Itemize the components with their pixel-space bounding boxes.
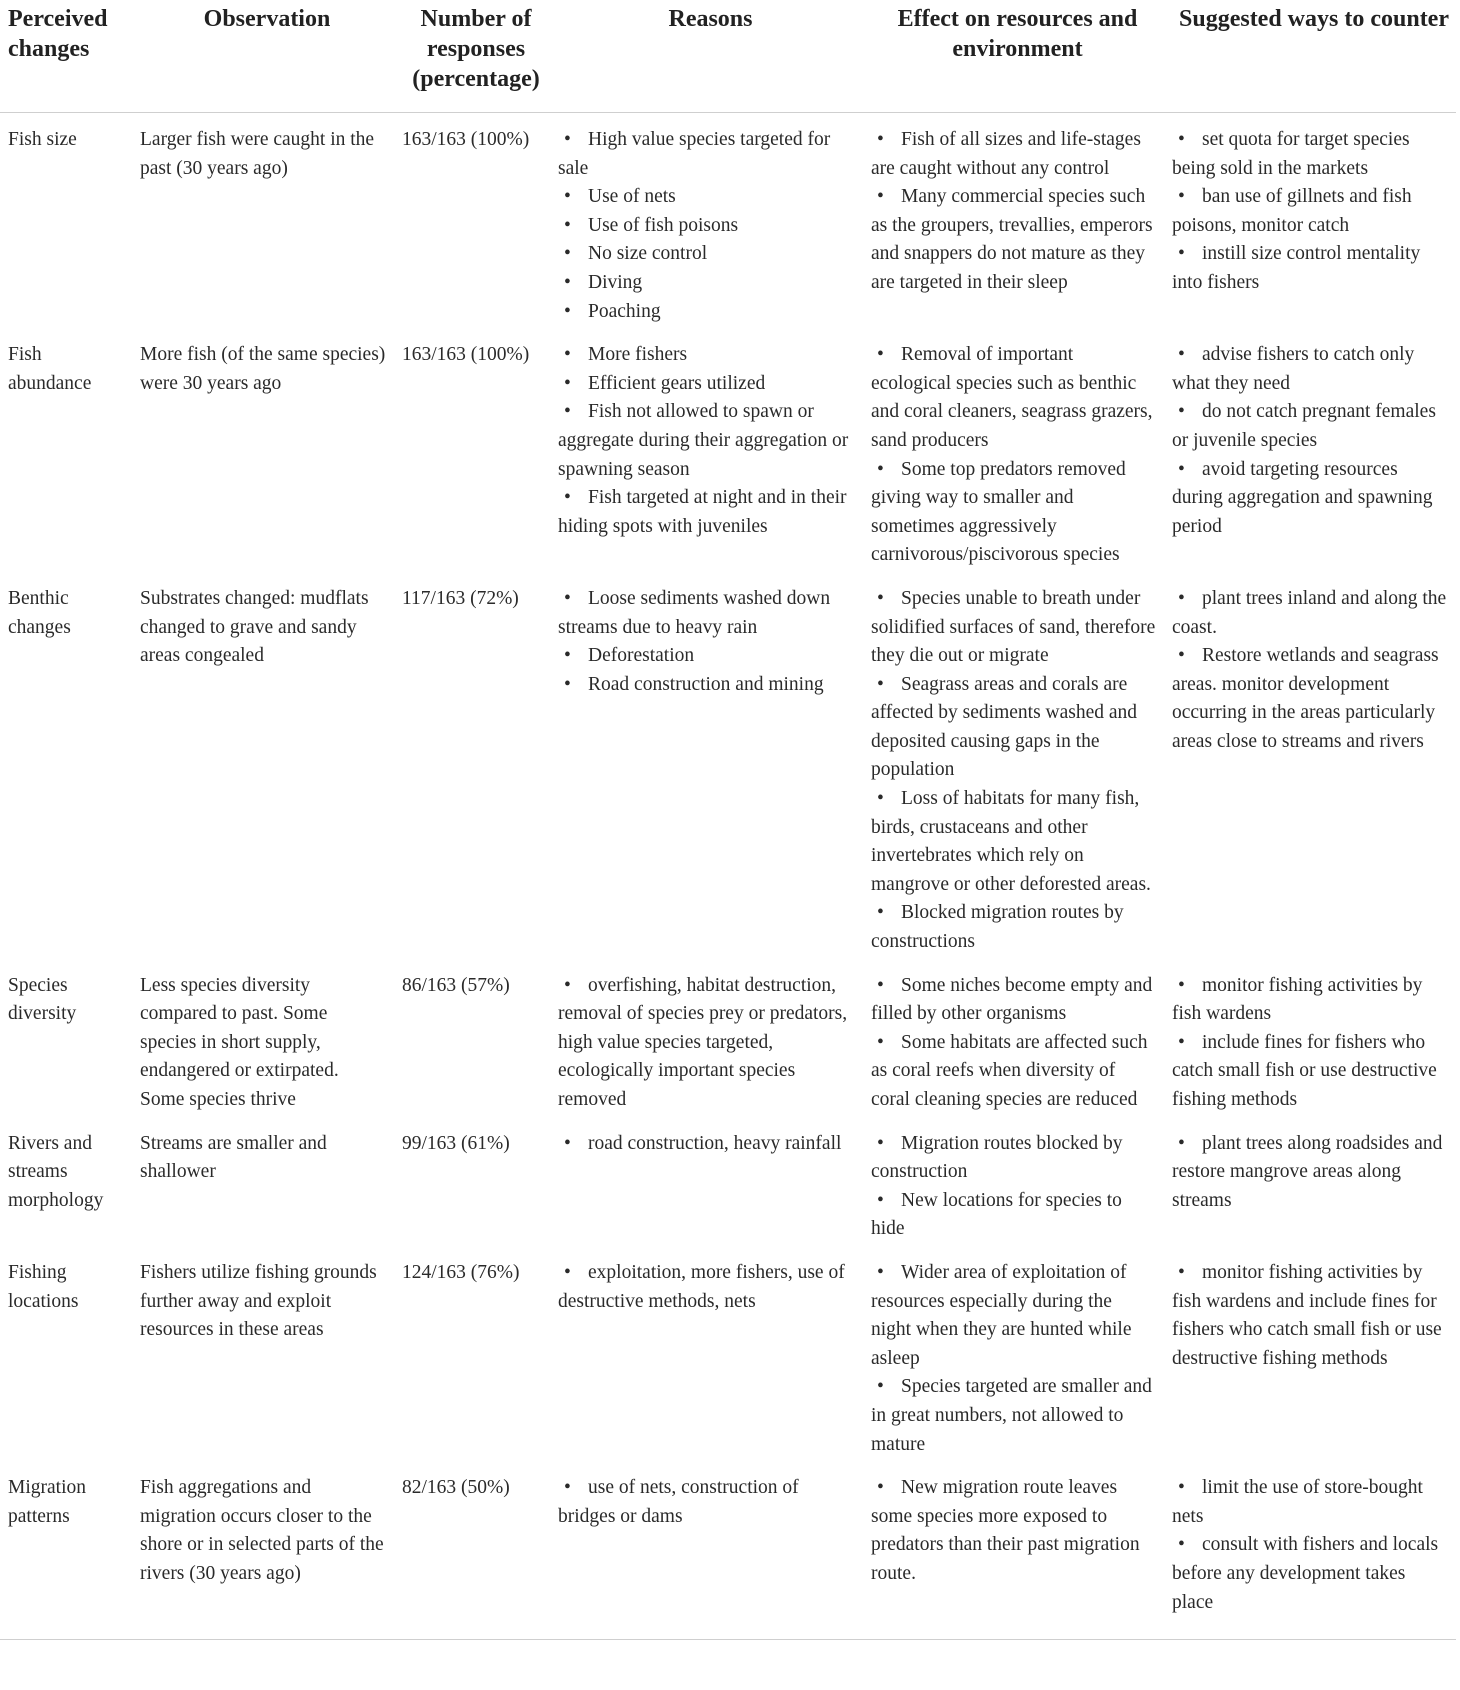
cell-responses: 86/163 (57%) bbox=[402, 974, 510, 996]
bullet-icon: • bbox=[564, 974, 571, 996]
bullet-item bbox=[558, 1474, 855, 1531]
bullet-text: Poaching bbox=[588, 300, 661, 322]
bullet-icon: • bbox=[877, 1261, 884, 1283]
bullet-icon: • bbox=[564, 587, 571, 609]
cell-effects bbox=[863, 1461, 1164, 1639]
cell-reasons bbox=[550, 1246, 863, 1461]
bullet-text: Diving bbox=[588, 271, 643, 293]
bullet-text: No size control bbox=[588, 243, 708, 265]
bullet-icon: • bbox=[564, 129, 571, 150]
bullet-text: Fish targeted at night and in their hiding spots with juveniles bbox=[558, 487, 847, 537]
bullet-icon: • bbox=[564, 673, 571, 695]
bullet-text: Some niches become empty and filled by other organisms bbox=[871, 974, 1153, 1025]
bullet-item bbox=[1172, 1531, 1448, 1617]
cell-responses: 82/163 (50%) bbox=[402, 1477, 510, 1499]
bullet-icon: • bbox=[1178, 186, 1185, 208]
header-suggested-ways: Suggested ways to counter bbox=[1179, 6, 1449, 32]
bullet-text: instill size control mentality into fishers bbox=[1172, 243, 1421, 293]
bullet-text: Road construction and mining bbox=[588, 673, 824, 695]
cell-perceived-change: Rivers and streams morphology bbox=[8, 1132, 104, 1211]
bullet-text: Use of fish poisons bbox=[588, 214, 739, 236]
cell-effects bbox=[863, 959, 1164, 1117]
cell-reasons bbox=[550, 113, 863, 329]
bullet-icon: • bbox=[564, 1261, 571, 1283]
bullet-text: Seagrass areas and corals are affected by sediments washed and deposited causing gaps in the population bbox=[871, 673, 1138, 781]
bullet-icon: • bbox=[564, 344, 571, 366]
bullet-text: road construction, heavy rainfall bbox=[588, 1132, 842, 1154]
bullet-text: Efficient gears utilized bbox=[588, 372, 766, 394]
bullet-item bbox=[1172, 126, 1448, 183]
bullet-text: include fines for fishers who catch small fish or use destructive fishing methods bbox=[1172, 1031, 1437, 1110]
cell-perceived-change: Fishing locations bbox=[8, 1261, 79, 1312]
bullet-icon: • bbox=[1178, 344, 1185, 366]
bullet-icon: • bbox=[1178, 1534, 1185, 1556]
bullet-item bbox=[558, 298, 855, 327]
bullet-icon: • bbox=[564, 401, 571, 423]
table-body bbox=[0, 113, 1456, 1640]
cell-reasons bbox=[550, 328, 863, 572]
cell-perceived-change: Benthic changes bbox=[8, 587, 71, 638]
cell-responses: 163/163 (100%) bbox=[402, 344, 530, 366]
bullet-item bbox=[1172, 642, 1448, 756]
bullet-icon: • bbox=[877, 1477, 884, 1499]
cell-observation: Less species diversity compared to past. Some species in short supply, endangered or extirpated. Some species thrive bbox=[140, 974, 339, 1110]
header-perceived-changes: Perceived changes bbox=[8, 6, 108, 62]
cell-effects bbox=[863, 1117, 1164, 1246]
cell-counters-list bbox=[1172, 126, 1448, 298]
bullet-icon: • bbox=[1178, 1132, 1185, 1154]
cell-reasons-list bbox=[558, 126, 855, 326]
bullet-text: avoid targeting resources during aggregation and spawning period bbox=[1172, 458, 1433, 537]
bullet-item bbox=[871, 899, 1156, 956]
cell-effects-list bbox=[871, 972, 1156, 1115]
cell-perceived-change: Fish abundance bbox=[8, 344, 92, 394]
bullet-item bbox=[871, 1029, 1156, 1115]
cell-counters-list bbox=[1172, 1474, 1448, 1617]
bullet-item bbox=[1172, 1130, 1448, 1216]
bullet-item bbox=[558, 240, 855, 269]
bullet-text: monitor fishing activities by fish wardens and include fines for fishers who catch small fish or use destructive fishing methods bbox=[1172, 1261, 1442, 1369]
bullet-item bbox=[871, 1474, 1156, 1588]
bullet-item bbox=[1172, 183, 1448, 240]
cell-counters bbox=[1164, 113, 1456, 329]
cell-observation: Fish aggregations and migration occurs closer to the shore or in selected parts of the rivers (30 years ago) bbox=[140, 1477, 384, 1584]
table-row bbox=[0, 572, 1456, 959]
bullet-text: Restore wetlands and seagrass areas. monitor development occurring in the areas particularly areas close to streams and rivers bbox=[1172, 645, 1439, 752]
bullet-text: Loss of habitats for many fish, birds, crustaceans and other invertebrates which rely on mangrove or other deforested areas. bbox=[871, 788, 1151, 895]
bullet-icon: • bbox=[564, 271, 571, 293]
cell-effects-list bbox=[871, 1259, 1156, 1459]
bullet-icon: • bbox=[564, 487, 571, 509]
bullet-text: Fish not allowed to spawn or aggregate during their aggregation or spawning season bbox=[558, 401, 849, 480]
bullet-text: Some top predators removed giving way to smaller and sometimes aggressively carnivorous/piscivorous species bbox=[871, 458, 1126, 566]
bullet-text: Migration routes blocked by construction bbox=[871, 1132, 1123, 1183]
bullet-icon: • bbox=[877, 1376, 884, 1398]
cell-reasons-list bbox=[558, 341, 855, 541]
cell-reasons-list bbox=[558, 972, 855, 1115]
header-row bbox=[0, 0, 1456, 113]
bullet-item bbox=[1172, 456, 1448, 542]
bullet-icon: • bbox=[877, 1132, 884, 1154]
cell-effects bbox=[863, 328, 1164, 572]
cell-counters-list bbox=[1172, 1130, 1448, 1216]
bullet-text: Loose sediments washed down streams due to heavy rain bbox=[558, 587, 831, 638]
bullet-item bbox=[871, 671, 1156, 785]
bullet-icon: • bbox=[1178, 1477, 1185, 1499]
bullet-item bbox=[1172, 398, 1448, 455]
bullet-text: Fish of all sizes and life-stages are caught without any control bbox=[871, 129, 1141, 179]
bullet-icon: • bbox=[877, 1031, 884, 1053]
bullet-icon: • bbox=[1178, 401, 1185, 423]
cell-perceived-change: Migration patterns bbox=[8, 1477, 86, 1527]
bullet-item bbox=[871, 341, 1156, 455]
bullet-icon: • bbox=[877, 788, 884, 810]
cell-effects-list bbox=[871, 1474, 1156, 1588]
bullet-item bbox=[871, 126, 1156, 183]
cell-effects-list bbox=[871, 585, 1156, 957]
bullet-item bbox=[558, 183, 855, 212]
cell-responses: 117/163 (72%) bbox=[402, 587, 519, 609]
header-observation: Observation bbox=[203, 6, 331, 32]
cell-counters bbox=[1164, 572, 1456, 959]
table-row bbox=[0, 1461, 1456, 1639]
bullet-icon: • bbox=[877, 186, 884, 208]
bullet-text: Species targeted are smaller and in great numbers, not allowed to mature bbox=[871, 1376, 1152, 1455]
cell-reasons bbox=[550, 959, 863, 1117]
bullet-text: do not catch pregnant females or juvenile species bbox=[1172, 401, 1436, 451]
bullet-text: use of nets, construction of bridges or dams bbox=[558, 1477, 799, 1527]
bullet-item bbox=[558, 1130, 855, 1159]
bullet-item bbox=[1172, 1474, 1448, 1531]
bullet-text: monitor fishing activities by fish wardens bbox=[1172, 974, 1423, 1025]
bullet-item bbox=[871, 1259, 1156, 1373]
bullet-text: exploitation, more fishers, use of destructive methods, nets bbox=[558, 1261, 845, 1312]
table-row bbox=[0, 1117, 1456, 1246]
bullet-icon: • bbox=[877, 974, 884, 996]
cell-counters bbox=[1164, 1461, 1456, 1639]
bullet-icon: • bbox=[564, 372, 571, 394]
bullet-text: Use of nets bbox=[588, 186, 676, 208]
cell-responses: 163/163 (100%) bbox=[402, 129, 530, 150]
bullet-item bbox=[558, 1259, 855, 1316]
bullet-text: New locations for species to hide bbox=[871, 1189, 1122, 1240]
bullet-text: set quota for target species being sold in the markets bbox=[1172, 129, 1410, 179]
bullet-text: limit the use of store-bought nets bbox=[1172, 1477, 1423, 1527]
bullet-text: High value species targeted for sale bbox=[558, 129, 831, 179]
bullet-item bbox=[558, 398, 855, 484]
cell-reasons-list bbox=[558, 1259, 855, 1316]
table-row bbox=[0, 113, 1456, 329]
cell-counters bbox=[1164, 1246, 1456, 1461]
bullet-icon: • bbox=[564, 243, 571, 265]
bullet-item bbox=[558, 269, 855, 298]
cell-effects bbox=[863, 113, 1164, 329]
bullet-item bbox=[871, 1130, 1156, 1187]
bullet-icon: • bbox=[877, 458, 884, 480]
bullet-item bbox=[871, 1373, 1156, 1459]
bullet-icon: • bbox=[877, 1189, 884, 1211]
cell-reasons-list bbox=[558, 1130, 855, 1159]
bullet-item bbox=[558, 212, 855, 241]
cell-reasons bbox=[550, 1461, 863, 1639]
bullet-icon: • bbox=[564, 645, 571, 667]
cell-perceived-change: Species diversity bbox=[8, 974, 77, 1025]
bullet-item bbox=[1172, 341, 1448, 398]
bullet-text: Species unable to breath under solidified surfaces of sand, therefore they die out or migrate bbox=[871, 587, 1156, 667]
cell-responses: 99/163 (61%) bbox=[402, 1132, 510, 1154]
bullet-icon: • bbox=[1178, 243, 1185, 265]
bullet-text: consult with fishers and locals before any development takes place bbox=[1172, 1534, 1439, 1613]
bullet-text: Some habitats are affected such as coral reefs when diversity of coral cleaning species are reduced bbox=[871, 1031, 1148, 1110]
bullet-item bbox=[871, 456, 1156, 570]
header-effect: Effect on resources and environment bbox=[897, 6, 1138, 62]
header-reasons: Reasons bbox=[668, 6, 753, 32]
bullet-icon: • bbox=[1178, 974, 1185, 996]
cell-reasons bbox=[550, 572, 863, 959]
cell-perceived-change: Fish size bbox=[8, 129, 77, 150]
bullet-text: ban use of gillnets and fish poisons, monitor catch bbox=[1172, 186, 1412, 236]
cell-counters bbox=[1164, 959, 1456, 1117]
bullet-text: advise fishers to catch only what they need bbox=[1172, 344, 1415, 394]
bullet-icon: • bbox=[877, 587, 884, 609]
bullet-icon: • bbox=[1178, 458, 1185, 480]
cell-effects-list bbox=[871, 341, 1156, 570]
bullet-item bbox=[558, 341, 855, 370]
bullet-text: Blocked migration routes by constructions bbox=[871, 902, 1124, 953]
bullet-item bbox=[1172, 240, 1448, 297]
bullet-item bbox=[871, 1187, 1156, 1244]
table-row bbox=[0, 1246, 1456, 1461]
bullet-icon: • bbox=[1178, 129, 1185, 150]
table-row bbox=[0, 328, 1456, 572]
cell-counters-list bbox=[1172, 585, 1448, 757]
bullet-item bbox=[1172, 1029, 1448, 1115]
cell-observation: More fish (of the same species) were 30 years ago bbox=[140, 344, 386, 394]
bullet-text: Removal of important ecological species such as benthic and coral cleaners, seagrass grazers, sand producers bbox=[871, 344, 1153, 451]
bullet-item bbox=[558, 126, 855, 183]
bullet-text: plant trees along roadsides and restore mangrove areas along streams bbox=[1172, 1132, 1443, 1211]
cell-observation: Streams are smaller and shallower bbox=[140, 1132, 327, 1183]
cell-counters bbox=[1164, 328, 1456, 572]
bullet-item bbox=[558, 972, 855, 1115]
cell-effects-list bbox=[871, 1130, 1156, 1244]
cell-effects bbox=[863, 1246, 1164, 1461]
bullet-icon: • bbox=[1178, 1261, 1185, 1283]
cell-effects bbox=[863, 572, 1164, 959]
cell-counters-list bbox=[1172, 341, 1448, 541]
bullet-item bbox=[871, 785, 1156, 899]
bullet-icon: • bbox=[877, 344, 884, 366]
bullet-text: Deforestation bbox=[588, 645, 695, 667]
cell-effects-list bbox=[871, 126, 1156, 298]
header-number-of-responses: Number of responses (percentage) bbox=[412, 6, 540, 92]
bullet-icon: • bbox=[564, 300, 571, 322]
bullet-item bbox=[558, 585, 855, 642]
cell-counters bbox=[1164, 1117, 1456, 1246]
bullet-text: Many commercial species such as the groupers, trevallies, emperors and snappers do not mature as they are targeted in their sleep bbox=[871, 186, 1153, 293]
cell-counters-list bbox=[1172, 1259, 1448, 1373]
bullet-item bbox=[558, 671, 855, 700]
bullet-item bbox=[558, 642, 855, 671]
cell-observation: Larger fish were caught in the past (30 years ago) bbox=[140, 129, 375, 179]
bullet-item bbox=[1172, 585, 1448, 642]
bullet-icon: • bbox=[564, 1132, 571, 1154]
bullet-icon: • bbox=[1178, 645, 1185, 667]
bullet-item bbox=[871, 585, 1156, 671]
bullet-text: New migration route leaves some species more exposed to predators than their past migration route. bbox=[871, 1477, 1140, 1584]
bullet-item bbox=[558, 370, 855, 399]
bullet-icon: • bbox=[564, 1477, 571, 1499]
bullet-item bbox=[871, 972, 1156, 1029]
cell-reasons-list bbox=[558, 585, 855, 699]
cell-counters-list bbox=[1172, 972, 1448, 1115]
bullet-icon: • bbox=[877, 902, 884, 924]
cell-responses: 124/163 (76%) bbox=[402, 1261, 520, 1283]
bullet-icon: • bbox=[877, 673, 884, 695]
bullet-text: Wider area of exploitation of resources especially during the night when they are hunted while asleep bbox=[871, 1261, 1132, 1369]
bullet-text: overfishing, habitat destruction, removal of species prey or predators, high value species targeted, ecologically important species removed bbox=[558, 974, 848, 1110]
cell-reasons bbox=[550, 1117, 863, 1246]
bullet-icon: • bbox=[564, 214, 571, 236]
bullet-icon: • bbox=[1178, 1031, 1185, 1053]
bullet-text: More fishers bbox=[588, 344, 688, 366]
bullet-item bbox=[558, 484, 855, 541]
cell-observation: Substrates changed: mudflats changed to grave and sandy areas congealed bbox=[140, 587, 369, 667]
bullet-item bbox=[871, 183, 1156, 297]
bullet-icon: • bbox=[877, 129, 884, 150]
bullet-item bbox=[1172, 1259, 1448, 1373]
cell-observation: Fishers utilize fishing grounds further away and exploit resources in these areas bbox=[140, 1261, 377, 1341]
bullet-icon: • bbox=[1178, 587, 1185, 609]
bullet-item bbox=[1172, 972, 1448, 1029]
cell-reasons-list bbox=[558, 1474, 855, 1531]
bullet-text: plant trees inland and along the coast. bbox=[1172, 587, 1447, 638]
table-row bbox=[0, 959, 1456, 1117]
bullet-icon: • bbox=[564, 186, 571, 208]
